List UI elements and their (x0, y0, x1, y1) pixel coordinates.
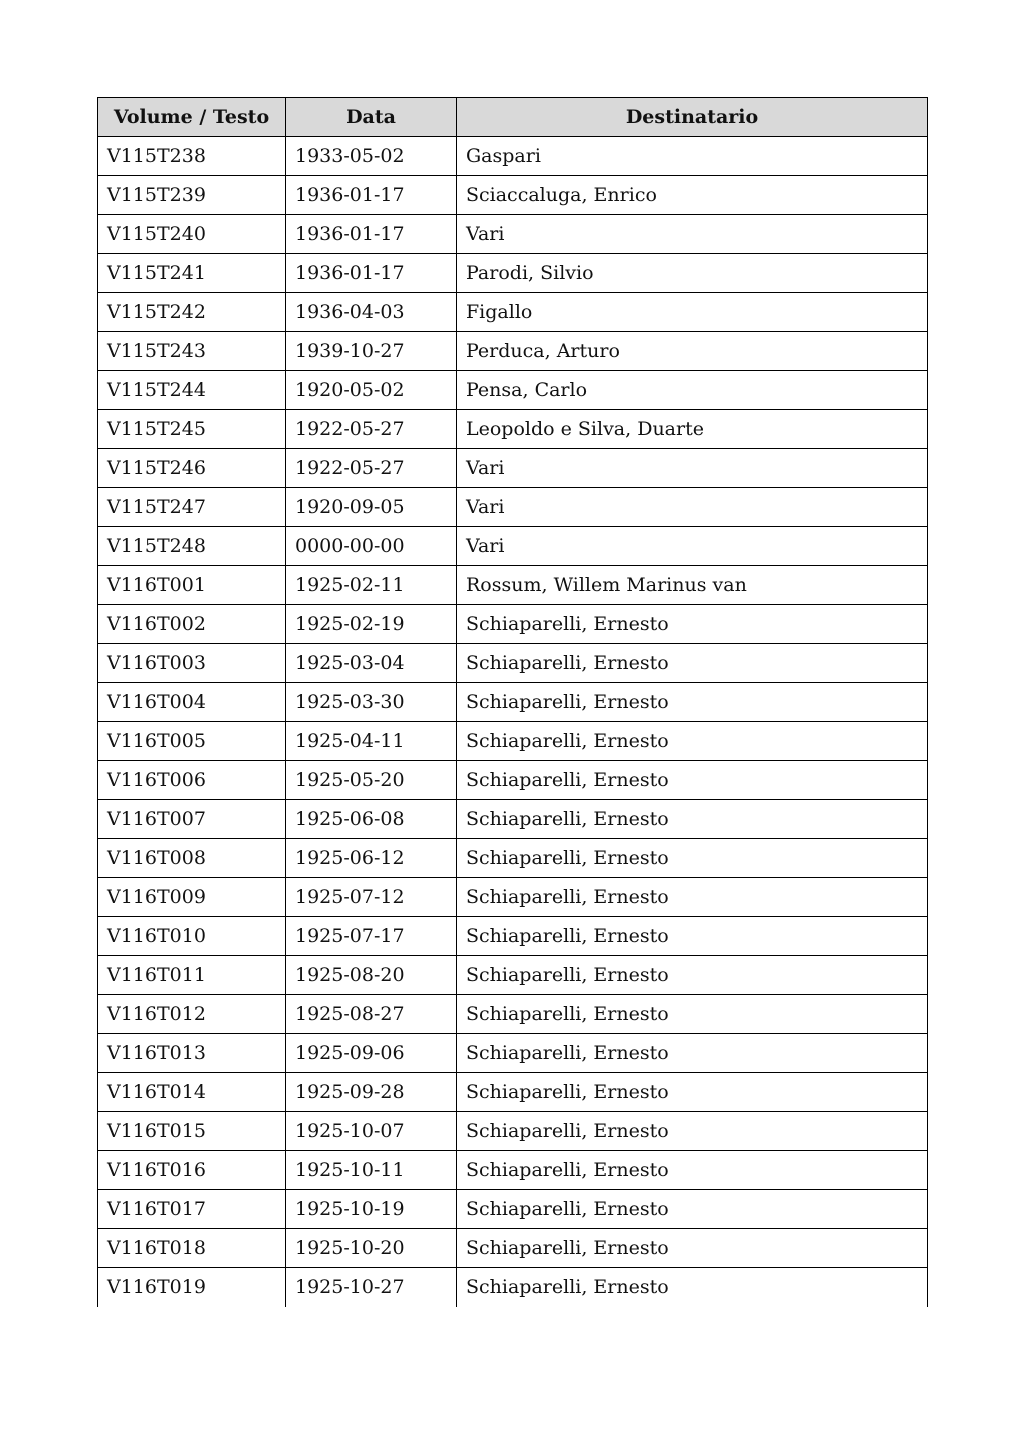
cell-destinatario: Schiaparelli, Ernesto (457, 839, 928, 878)
cell-volume-testo: V116T015 (98, 1112, 286, 1151)
cell-data: 0000-00-00 (286, 527, 457, 566)
cell-destinatario: Sciaccaluga, Enrico (457, 176, 928, 215)
table-row (98, 488, 928, 527)
cell-destinatario: Vari (457, 527, 928, 566)
cell-data: 1925-10-07 (286, 1112, 457, 1151)
cell-data: 1925-02-11 (286, 566, 457, 605)
cell-destinatario: Parodi, Silvio (457, 254, 928, 293)
cell-destinatario: Schiaparelli, Ernesto (457, 761, 928, 800)
cell-destinatario: Schiaparelli, Ernesto (457, 917, 928, 956)
table-row (98, 527, 928, 566)
cell-destinatario: Vari (457, 215, 928, 254)
table-row (98, 1112, 928, 1151)
cell-volume-testo: V116T017 (98, 1190, 286, 1229)
cell-volume-testo: V116T016 (98, 1151, 286, 1190)
cell-destinatario: Schiaparelli, Ernesto (457, 1151, 928, 1190)
cell-data: 1936-04-03 (286, 293, 457, 332)
cell-destinatario: Figallo (457, 293, 928, 332)
cell-data: 1922-05-27 (286, 410, 457, 449)
cell-destinatario: Schiaparelli, Ernesto (457, 1229, 928, 1268)
cell-volume-testo: V116T010 (98, 917, 286, 956)
cell-destinatario: Leopoldo e Silva, Duarte (457, 410, 928, 449)
cell-volume-testo: V115T243 (98, 332, 286, 371)
cell-data: 1925-05-20 (286, 761, 457, 800)
cell-volume-testo: V116T003 (98, 644, 286, 683)
table-header (98, 98, 928, 137)
table-row (98, 1151, 928, 1190)
cell-data: 1925-07-12 (286, 878, 457, 917)
letters-table (97, 97, 928, 1307)
cell-volume-testo: V115T238 (98, 137, 286, 176)
cell-data: 1925-10-20 (286, 1229, 457, 1268)
cell-data: 1925-06-12 (286, 839, 457, 878)
table-row (98, 215, 928, 254)
cell-volume-testo: V116T011 (98, 956, 286, 995)
cell-data: 1925-04-11 (286, 722, 457, 761)
table-row (98, 878, 928, 917)
cell-destinatario: Schiaparelli, Ernesto (457, 644, 928, 683)
table-row (98, 1190, 928, 1229)
table-row (98, 371, 928, 410)
cell-destinatario: Schiaparelli, Ernesto (457, 995, 928, 1034)
cell-volume-testo: V115T248 (98, 527, 286, 566)
table-row (98, 1229, 928, 1268)
cell-volume-testo: V115T240 (98, 215, 286, 254)
cell-destinatario: Schiaparelli, Ernesto (457, 878, 928, 917)
table-row (98, 683, 928, 722)
table-row (98, 956, 928, 995)
cell-data: 1925-10-11 (286, 1151, 457, 1190)
cell-volume-testo: V116T019 (98, 1268, 286, 1307)
table-row (98, 410, 928, 449)
table-row (98, 293, 928, 332)
cell-destinatario: Schiaparelli, Ernesto (457, 1073, 928, 1112)
table-row (98, 917, 928, 956)
cell-data: 1936-01-17 (286, 215, 457, 254)
cell-volume-testo: V116T006 (98, 761, 286, 800)
cell-destinatario: Schiaparelli, Ernesto (457, 1112, 928, 1151)
cell-volume-testo: V116T014 (98, 1073, 286, 1112)
cell-volume-testo: V115T247 (98, 488, 286, 527)
cell-data: 1925-09-28 (286, 1073, 457, 1112)
cell-volume-testo: V116T013 (98, 1034, 286, 1073)
table-row (98, 1268, 928, 1307)
table-row (98, 722, 928, 761)
table-row (98, 761, 928, 800)
cell-data: 1925-03-30 (286, 683, 457, 722)
table-row (98, 644, 928, 683)
cell-volume-testo: V116T008 (98, 839, 286, 878)
cell-volume-testo: V116T002 (98, 605, 286, 644)
column-header-data: Data (286, 98, 457, 137)
cell-volume-testo: V115T246 (98, 449, 286, 488)
table-row (98, 137, 928, 176)
cell-destinatario: Schiaparelli, Ernesto (457, 800, 928, 839)
cell-destinatario: Pensa, Carlo (457, 371, 928, 410)
cell-volume-testo: V115T242 (98, 293, 286, 332)
cell-volume-testo: V116T004 (98, 683, 286, 722)
cell-data: 1920-05-02 (286, 371, 457, 410)
cell-destinatario: Schiaparelli, Ernesto (457, 1190, 928, 1229)
cell-volume-testo: V115T244 (98, 371, 286, 410)
cell-volume-testo: V116T005 (98, 722, 286, 761)
cell-volume-testo: V116T001 (98, 566, 286, 605)
cell-destinatario: Schiaparelli, Ernesto (457, 605, 928, 644)
cell-data: 1925-08-20 (286, 956, 457, 995)
column-header-volume-testo: Volume / Testo (98, 98, 286, 137)
cell-data: 1922-05-27 (286, 449, 457, 488)
table-body (98, 137, 928, 1307)
cell-data: 1925-03-04 (286, 644, 457, 683)
table-row (98, 176, 928, 215)
table-row (98, 995, 928, 1034)
cell-destinatario: Vari (457, 488, 928, 527)
cell-data: 1925-07-17 (286, 917, 457, 956)
cell-data: 1925-09-06 (286, 1034, 457, 1073)
cell-volume-testo: V115T239 (98, 176, 286, 215)
cell-volume-testo: V116T007 (98, 800, 286, 839)
cell-destinatario: Schiaparelli, Ernesto (457, 1268, 928, 1307)
cell-data: 1925-08-27 (286, 995, 457, 1034)
cell-destinatario: Schiaparelli, Ernesto (457, 683, 928, 722)
cell-destinatario: Schiaparelli, Ernesto (457, 956, 928, 995)
cell-destinatario: Schiaparelli, Ernesto (457, 1034, 928, 1073)
cell-data: 1920-09-05 (286, 488, 457, 527)
cell-data: 1925-02-19 (286, 605, 457, 644)
header-row (98, 98, 928, 137)
cell-data: 1936-01-17 (286, 254, 457, 293)
cell-volume-testo: V116T018 (98, 1229, 286, 1268)
cell-destinatario: Gaspari (457, 137, 928, 176)
table-row (98, 839, 928, 878)
cell-data: 1939-10-27 (286, 332, 457, 371)
cell-destinatario: Schiaparelli, Ernesto (457, 722, 928, 761)
cell-destinatario: Rossum, Willem Marinus van (457, 566, 928, 605)
cell-data: 1933-05-02 (286, 137, 457, 176)
table-row (98, 800, 928, 839)
table-row (98, 449, 928, 488)
table-row (98, 254, 928, 293)
cell-destinatario: Vari (457, 449, 928, 488)
document-page (97, 97, 927, 1307)
cell-volume-testo: V116T009 (98, 878, 286, 917)
table-row (98, 332, 928, 371)
cell-volume-testo: V115T241 (98, 254, 286, 293)
table-row (98, 566, 928, 605)
cell-data: 1925-10-19 (286, 1190, 457, 1229)
cell-destinatario: Perduca, Arturo (457, 332, 928, 371)
cell-data: 1925-06-08 (286, 800, 457, 839)
cell-data: 1925-10-27 (286, 1268, 457, 1307)
table-row (98, 1073, 928, 1112)
table-row (98, 605, 928, 644)
cell-volume-testo: V116T012 (98, 995, 286, 1034)
table-row (98, 1034, 928, 1073)
cell-volume-testo: V115T245 (98, 410, 286, 449)
column-header-destinatario: Destinatario (457, 98, 928, 137)
cell-data: 1936-01-17 (286, 176, 457, 215)
